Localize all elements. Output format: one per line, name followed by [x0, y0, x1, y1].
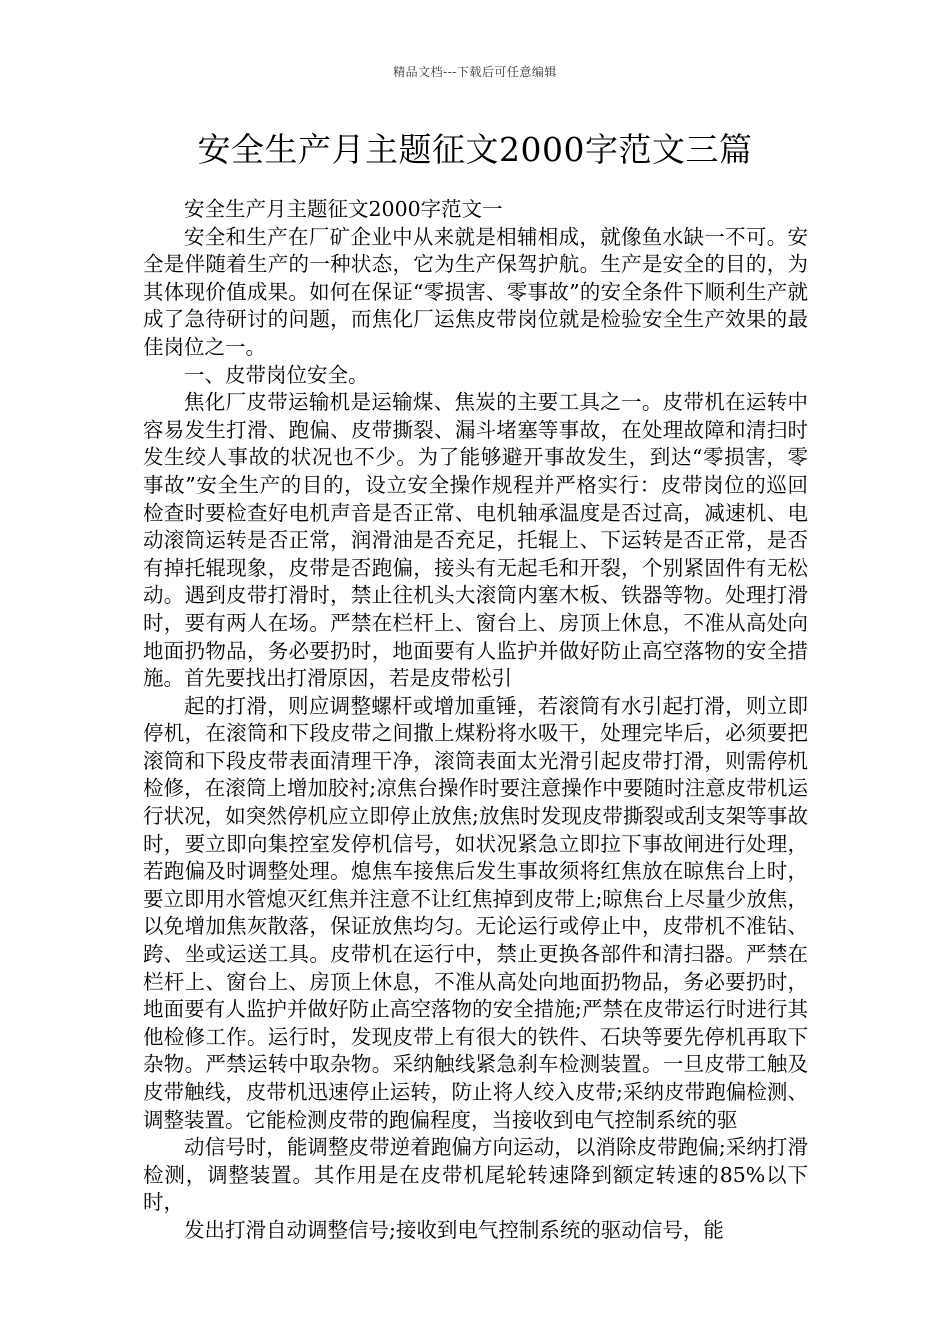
page-header-note: 精品文档---下载后可任意编辑: [393, 65, 557, 79]
essay-subtitle: 安全生产月主题征文2000字范文一: [184, 197, 503, 221]
document-body: [143, 196, 808, 1245]
body-paragraph: 焦化厂皮带运输机是运输煤、焦炭的主要工具之一。皮带机在运转中容易发生打滑、跑偏、皮带撕裂、漏斗堵塞等事故，在处理故障和清扫时发生绞人事故的状况也不少。为了能够避开事故发生，到达“零损害，零事故”安全生产的目的，设立安全操作规程并严格实行：皮带岗位的巡回检查时要检查好电机声音是否正常、电机轴承温度是否过高，减速机、电动滚筒运转是否正常，润滑油是否充足，托辊上、下运转是否正常，是否有掉托辊现象，皮带是否跑偏，接头有无起毛和开裂，个别紧固件有无松动。遇到皮带打滑时，禁止往机头大滚筒内塞木板、铁器等物。处理打滑时，要有两人在场。严禁在栏杆上、窗台上、房顶上休息，不准从高处向地面扔物品，务必要扔时，地面要有人监护并做好防止高空落物的安全措施。首先要找出打滑原因，若是皮带松引: [143, 390, 808, 691]
body-paragraph: 动信号时，能调整皮带逆着跑偏方向运动，以消除皮带跑偏;采纳打滑检测，调整装置。其作用是在皮带机尾轮转速降到额定转速的85%以下时，: [143, 1135, 808, 1215]
document-title: 安全生产月主题征文2000字范文三篇: [197, 130, 753, 169]
body-paragraph: 发出打滑自动调整信号;接收到电气控制系统的驱动信号，能: [184, 1217, 724, 1242]
body-paragraph: 安全和生产在厂矿企业中从来就是相辅相成，就像鱼水缺一不可。安全是伴随着生产的一种状态，它为生产保驾护航。生产是安全的目的，为其体现价值成果。如何在保证“零损害、零事故”的安全条件下顺利生产就成了急待研讨的问题，而焦化厂运焦皮带岗位就是检验安全生产效果的最佳岗位之一。: [143, 224, 808, 359]
section-heading: 一、皮带岗位安全。: [184, 362, 369, 387]
body-paragraph: 起的打滑，则应调整螺杆或增加重锤，若滚筒有水引起打滑，则立即停机，在滚筒和下段皮带之间撒上煤粉将水吸干，处理完毕后，必须要把滚筒和下段皮带表面清理干净，滚筒表面太光滑引起皮带打滑，则需停机检修，在滚筒上增加胶衬;凉焦台操作时要注意操作中要随时注意皮带机运行状况，如突然停机应立即停止放焦;放焦时发现皮带撕裂或刮支架等事故时，要立即向集控室发停机信号，如状况紧急立即拉下事故闸进行处理，若跑偏及时调整处理。熄焦车接焦后发生事故须将红焦放在晾焦台上时，要立即用水管熄灭红焦并注意不让红焦掉到皮带上;晾焦台上尽量少放焦，以免增加焦灰散落，保证放焦均匀。无论运行或停止中，皮带机不准钻、跨、坐或运送工具。皮带机在运行中，禁止更换各部件和清扫器。严禁在栏杆上、窗台上、房顶上休息，不准从高处向地面扔物品，务必要扔时，地面要有人监护并做好防止高空落物的安全措施;严禁在皮带运行时进行其他检修工作。运行时，发现皮带上有很大的铁件、石块等要先停机再取下杂物。严禁运转中取杂物。采纳触线紧急刹车检测装置。一旦皮带工触及皮带触线，皮带机迅速停止运转，防止将人绞入皮带;采纳皮带跑偏检测、调整装置。它能检测皮带的跑偏程度，当接收到电气控制系统的驱: [143, 693, 808, 1132]
